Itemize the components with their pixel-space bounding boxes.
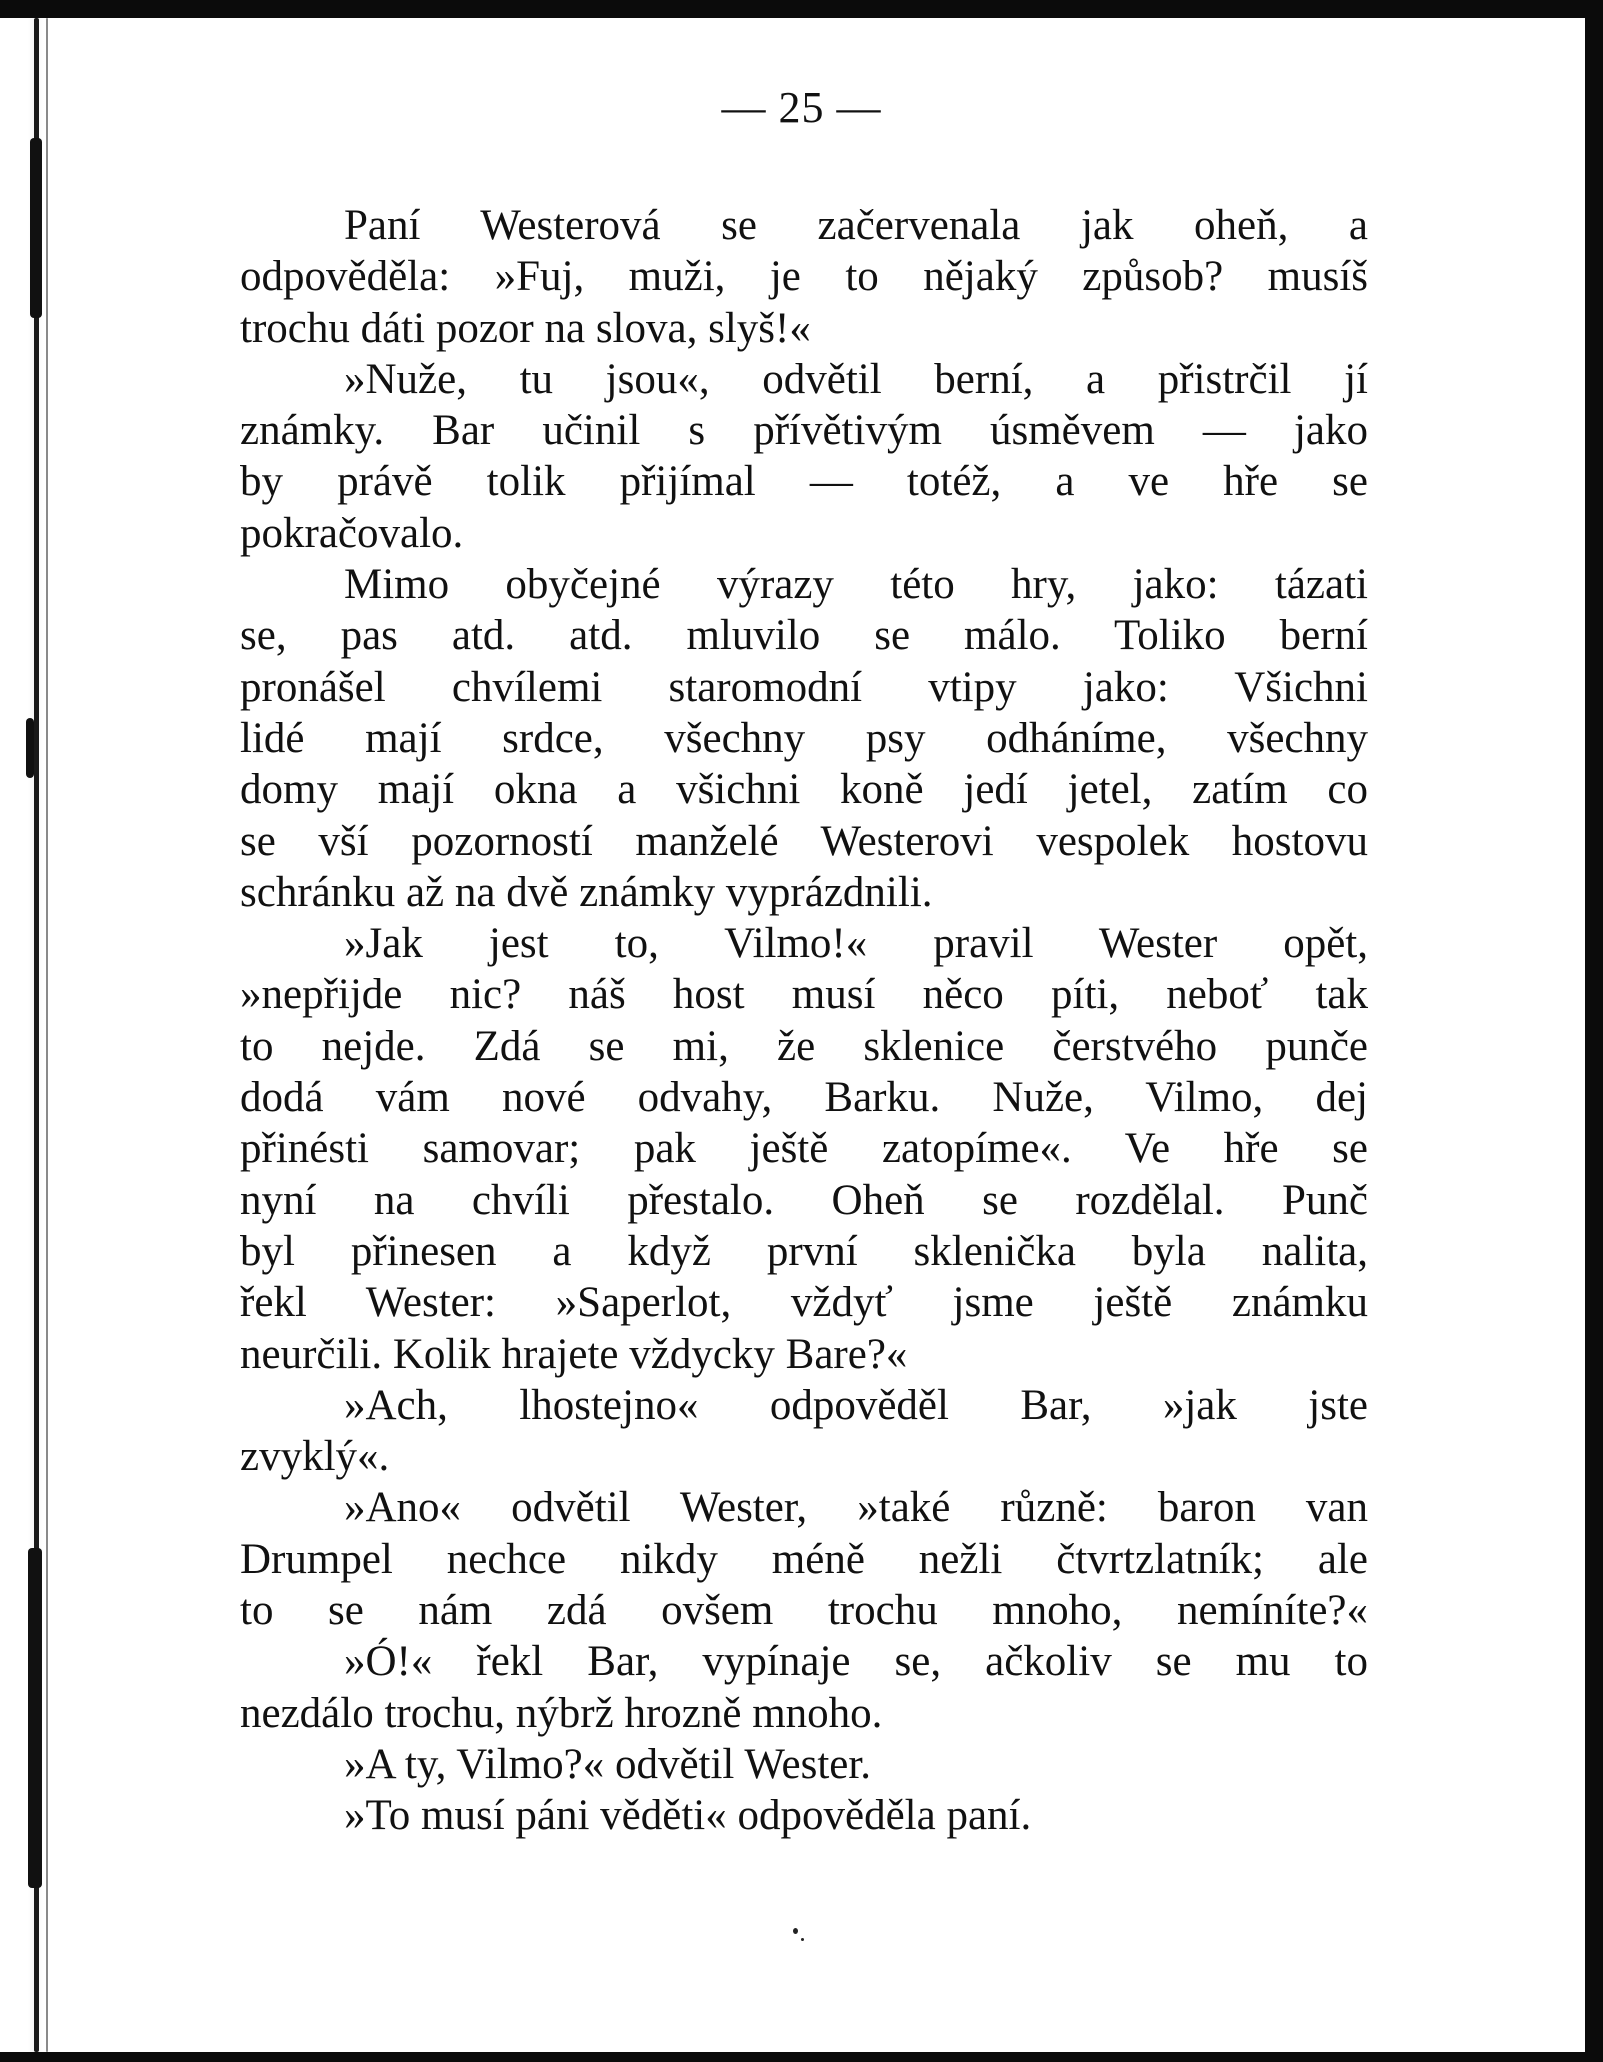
text-line: Paní Westerová se začervenala jak oheň, a: [344, 202, 1368, 249]
text-line: »A ty, Vilmo?« odvětil Wester.: [344, 1740, 872, 1788]
text-line: lidé mají srdce, všechny psy odháníme, všechny: [240, 714, 1368, 762]
text-line: »Nuže, tu jsou«, odvětil berní, a přistrčil jí: [344, 355, 1368, 403]
text-line: domy mají okna a všichni koně jedí jetel, zatím co: [240, 766, 1368, 814]
text-line: byl přinesen a když první sklenička byla nalita,: [240, 1227, 1368, 1275]
text-line: neurčili. Kolik hrajete vždycky Bare?«: [240, 1330, 908, 1378]
text-line: pronášel chvílemi staromodní vtipy jako: Všichni: [240, 663, 1368, 711]
gutter-blot-middle: [26, 718, 34, 778]
text-line: by právě tolik přijímal — totéž, a ve hře se: [240, 458, 1368, 506]
text-line: schránku až na dvě známky vyprázdnili.: [240, 868, 933, 916]
gutter-blot-upper: [30, 138, 42, 318]
text-line: se, pas atd. atd. mluvilo se málo. Toliko berní: [240, 612, 1368, 660]
text-line: nyní na chvíli přestalo. Oheň se rozdělal. Punč: [240, 1176, 1368, 1224]
text-line: nezdálo trochu, nýbrž hrozně mnoho.: [240, 1689, 883, 1737]
text-line: pokračovalo.: [240, 509, 464, 557]
text-line: řekl Wester: »Saperlot, vždyť jsme ještě známku: [240, 1279, 1368, 1327]
text-line: odpověděla: »Fuj, muži, je to nějaký způsob? musíš: [240, 253, 1368, 301]
text-line: »Jak jest to, Vilmo!« pravil Wester opět,: [344, 920, 1368, 968]
text-line: Drumpel nechce nikdy méně nežli čtvrtzlatník; ale: [240, 1535, 1368, 1583]
text-line: známky. Bar učinil s přívětivým úsměvem — jako: [240, 407, 1368, 455]
text-line: »nepřijde nic? náš host musí něco píti, neboť tak: [240, 971, 1368, 1019]
text-line: dodá vám nové odvahy, Barku. Nuže, Vilmo, dej: [240, 1074, 1368, 1122]
text-line: »Ach, lhostejno« odpověděl Bar, »jak jste: [344, 1381, 1368, 1429]
text-line: to nejde. Zdá se mi, že sklenice čerstvého punče: [240, 1022, 1368, 1070]
body-text: [240, 200, 1368, 1842]
gutter-shadow-line: [46, 18, 48, 2052]
text-line: »Ó!« řekl Bar, vypínaje se, ačkoliv se mu to: [344, 1638, 1368, 1686]
ink-speck: [793, 1928, 798, 1934]
text-line: se vší pozorností manželé Westerovi vespolek hostovu: [240, 817, 1368, 865]
text-line: to se nám zdá ovšem trochu mnoho, nemíníte?«: [240, 1587, 1368, 1635]
text-line: trochu dáti pozor na slova, slyš!«: [240, 304, 811, 352]
page-number: — 25 —: [721, 83, 882, 132]
text-line: Mimo obyčejné výrazy této hry, jako: tázati: [344, 561, 1368, 609]
text-line: »To musí páni věděti« odpověděla paní.: [344, 1792, 1032, 1840]
page-gutter: [0, 18, 58, 2052]
text-line: přinésti samovar; pak ještě zatopíme«. Ve hře se: [240, 1125, 1368, 1173]
gutter-blot-lower: [28, 1548, 42, 1888]
text-line: zvyklý«.: [240, 1433, 390, 1481]
text-line: »Ano« odvětil Wester, »také různě: baron van: [344, 1484, 1368, 1532]
ink-speck-small: [801, 1938, 804, 1941]
